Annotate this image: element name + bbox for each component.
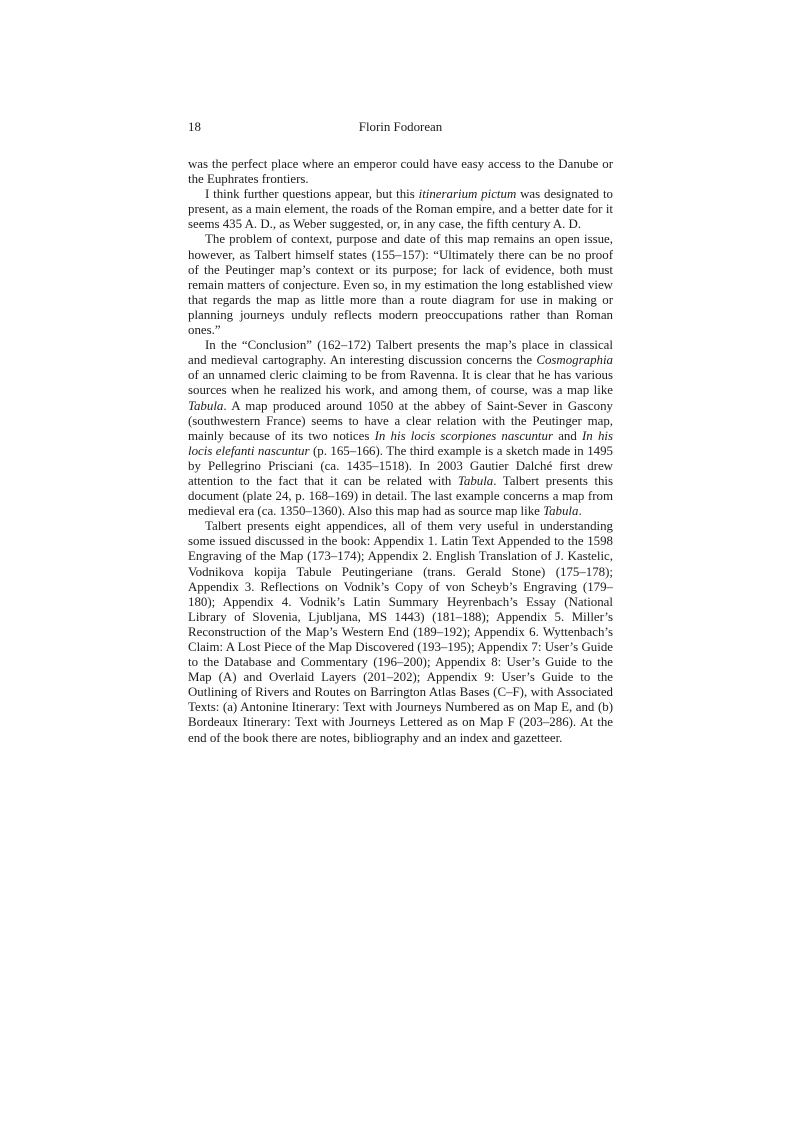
text-run: was designated to present, as a main element, the roads of the Roman empire, and a better date for it seems 435 A. D., as Weber suggested, or, in any case, the fifth century A. D. bbox=[188, 187, 613, 232]
text-run: . A map produced around 1050 at the abbey of Saint-Sever in Gascony (southwestern France) seems to have a clear relation with the Peutinger map, mainly because of its two notices bbox=[188, 398, 613, 443]
body-text bbox=[188, 157, 613, 746]
text-run: of an unnamed cleric claiming to be from Ravenna. It is clear that he has various sources when he realized his work, and among them, of course, was a map like bbox=[188, 368, 613, 398]
running-head: Florin Fodorean bbox=[358, 120, 443, 134]
text-run: and bbox=[552, 428, 583, 443]
text-block bbox=[188, 119, 613, 746]
page-number: 18 bbox=[188, 120, 201, 134]
text-run: (p. 165–166). The third example is a sketch made in 1495 by Pellegrino Prisciani (ca. 1435–1518). In 2003 Gautier Dalché first drew attention to the fact that it can be related with bbox=[188, 443, 613, 488]
text-run: was the perfect place where an emperor could have easy access to the Danube or the Euphrates frontiers. bbox=[188, 157, 613, 187]
italic-text-run: Tabula bbox=[457, 473, 494, 488]
text-run: Talbert presents eight appendices, all of them very useful in understanding some issued discussed in the book: Appendix 1. Latin Text Appended to the 1598 Engraving of the Map (173–174); Appendix 2. English Translation of J. Kastelic, Vodnikova kopija Tabule Peutingeriane (trans. Gerald Stone) (175–178); Appendix 3. Reflections on Vodnik’s Copy of von Scheyb’s Engraving (179–180); Appendix 4. Vodnik’s Latin Summary Heyrenbach’s Essay (National Library of Slovenia, Ljubljana, MS 1443) (181–188); Appendix 5. Miller’s Reconstruction of the Map’s Western End (189–192); Appendix 6. Wyttenbach’s Claim: A Lost Piece of the Map Discovered (193–195); Appendix 7: User’s Guide to the Database and Commentary (196–200); Appendix 8: User’s Guide to the Map (A) and Overlaid Layers (201–202); Appendix 9: User’s Guide to the Outlining of Rivers and Routes on Barrington Atlas Bases (C–F), with Associated Texts: (a) Antonine Itinerary: Text with Journeys Numbered as on Map E, and (b) Bordeaux Itinerary: Text with Journeys Lettered as on Map F (203–286). At the end of the book there are notes, bibliography and an index and gazetteer. bbox=[188, 519, 613, 745]
paragraph bbox=[188, 519, 613, 745]
text-run: . Talbert presents this document (plate 24, p. 168–169) in detail. The last example concerns a map from medieval era (ca. 1350–1360). Also this map had as source map like bbox=[188, 473, 613, 519]
text-run: . bbox=[578, 504, 582, 519]
paragraph bbox=[188, 232, 613, 338]
italic-text-run: itinerarium pictum bbox=[418, 187, 517, 202]
italic-text-run: In his locis elefanti nascuntur bbox=[188, 428, 614, 458]
text-run: The problem of context, purpose and date of this map remains an open issue, however, as Talbert himself states (155–157): “Ultimately there can be no proof of the Peutinger map’s context or its purpose; for lack of evidence, both must remain matters of conjecture. Even so, in my estimation the long established view that regards the map as little more than a route diagram for use in making or planning journeys unduly reflects modern preoccupations rather than Roman ones.” bbox=[188, 232, 613, 338]
page-header bbox=[188, 119, 613, 135]
text-run: In the “Conclusion” (162–172) Talbert presents the map’s place in classical and medieval cartography. An interesting discussion concerns the bbox=[188, 338, 613, 368]
paragraph bbox=[188, 338, 613, 519]
italic-text-run: Tabula bbox=[543, 504, 579, 519]
paragraph bbox=[188, 157, 613, 187]
italic-text-run: In his locis scorpiones nascuntur bbox=[374, 428, 553, 443]
paragraph bbox=[188, 187, 613, 232]
italic-text-run: Tabula bbox=[188, 398, 224, 413]
italic-text-run: Cosmographia bbox=[536, 353, 613, 368]
text-run: I think further questions appear, but this bbox=[205, 187, 419, 202]
